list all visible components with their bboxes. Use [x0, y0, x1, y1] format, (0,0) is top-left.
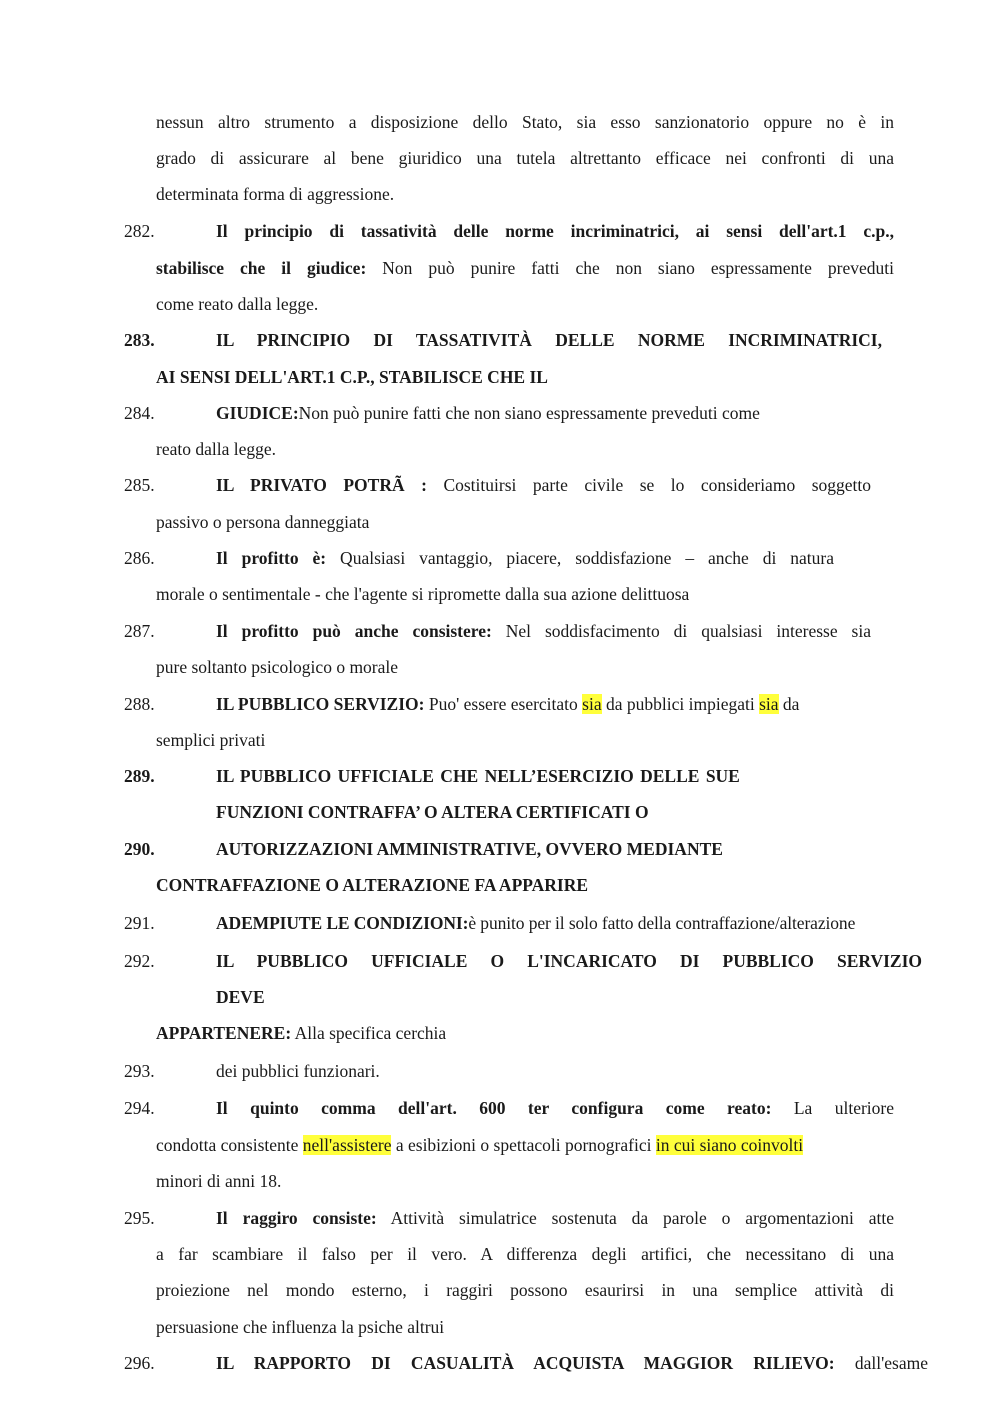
- text: determinata forma di aggressione.: [156, 184, 395, 204]
- bold-text: GIUDICE:: [216, 403, 299, 423]
- text-line: [156, 1021, 894, 1045]
- text-line: [156, 582, 894, 606]
- text-line: [156, 1133, 894, 1157]
- bold-text: Il principio di tassatività delle norme incriminatrici, ai sensi dell'art.1 c.p.,: [216, 221, 894, 241]
- text: Non può punire fatti che non siano espressamente preveduti: [366, 258, 894, 278]
- text: dei pubblici funzionari.: [216, 1061, 380, 1081]
- text: condotta consistente: [156, 1135, 303, 1155]
- item-heading: [216, 328, 882, 352]
- item-number: 296.: [124, 1353, 155, 1373]
- item-heading: [216, 619, 871, 643]
- bold-text: AUTORIZZAZIONI AMMINISTRATIVE, OVVERO MEDIANTE: [216, 839, 723, 859]
- text: La ulteriore: [771, 1098, 895, 1118]
- text-line: [216, 800, 876, 824]
- text: da pubblici impiegati: [601, 694, 760, 714]
- text-line: [156, 437, 894, 461]
- bold-text: ADEMPIUTE LE CONDIZIONI:: [216, 913, 469, 933]
- highlighted-text: nell'assistere: [302, 1135, 392, 1155]
- item-number: 290.: [124, 839, 155, 859]
- text: Non può punire fatti che non siano espressamente preveduti come: [298, 403, 760, 423]
- item-number: 283.: [124, 330, 155, 350]
- bold-text: IL PUBBLICO SERVIZIO:: [216, 694, 425, 714]
- item-number: 293.: [124, 1061, 155, 1081]
- item-heading: [216, 692, 876, 716]
- text: semplici privati: [156, 730, 266, 750]
- text: dall'esame: [834, 1353, 928, 1373]
- text: grado di assicurare al bene giuridico una tutela altrettanto efficace nei confronti di una: [156, 148, 894, 168]
- text-line: [156, 292, 894, 316]
- bold-text: Il raggiro consiste:: [216, 1208, 377, 1228]
- item-heading: [216, 764, 876, 788]
- text: è punito per il solo fatto della contraffazione/alterazione: [468, 913, 856, 933]
- text-line: [156, 1315, 894, 1339]
- item-heading: [216, 473, 871, 497]
- text: minori di anni 18.: [156, 1171, 282, 1191]
- text-line: [156, 1169, 894, 1193]
- text-line: [216, 985, 876, 1009]
- highlighted-text: sia: [759, 694, 779, 714]
- item-number: 289.: [124, 766, 155, 786]
- text: Attività simulatrice sostenuta da parole o argomentazioni atte: [376, 1208, 894, 1228]
- item-heading: [216, 1096, 894, 1120]
- bold-text: Il profitto può anche consistere:: [216, 621, 492, 641]
- text: da: [778, 694, 800, 714]
- item-heading: [216, 1206, 894, 1230]
- bold-text: Il profitto è:: [216, 548, 327, 568]
- bold-text: IL PUBBLICO UFFICIALE O L'INCARICATO DI PUBBLICO SERVIZIO: [216, 951, 922, 971]
- item-number: 291.: [124, 913, 155, 933]
- text: proiezione nel mondo esterno, i raggiri possono esaurirsi in una semplice attività di: [156, 1280, 894, 1300]
- text: Puo' essere esercitato: [424, 694, 583, 714]
- text-line: [156, 728, 894, 752]
- item-heading: [216, 1059, 876, 1083]
- text: come reato dalla legge.: [156, 294, 319, 314]
- text: Qualsiasi vantaggio, piacere, soddisfazione – anche di natura: [326, 548, 835, 568]
- text-line: [156, 510, 894, 534]
- text: Alla specifica cerchia: [291, 1023, 447, 1043]
- bold-text: IL RAPPORTO DI CASUALITÀ ACQUISTA MAGGIOR RILIEVO:: [216, 1353, 835, 1373]
- text: morale o sentimentale - che l'agente si ripromette dalla sua azione delittuosa: [156, 584, 690, 604]
- highlighted-text: in cui siano coinvolti: [655, 1135, 804, 1155]
- item-number: 292.: [124, 951, 155, 971]
- bold-text: FUNZIONI CONTRAFFA’ O ALTERA CERTIFICATI O: [216, 802, 649, 822]
- bold-text: DEVE: [216, 987, 265, 1007]
- text: nessun altro strumento a disposizione dello Stato, sia esso sanzionatorio oppure no è in: [156, 112, 894, 132]
- text-line: [156, 110, 894, 134]
- item-number: 285.: [124, 475, 155, 495]
- item-heading: [216, 837, 876, 861]
- item-number: 284.: [124, 403, 155, 423]
- bold-text: Il quinto comma dell'art. 600 ter configura come reato:: [216, 1098, 772, 1118]
- bold-text: IL PUBBLICO UFFICIALE CHE NELL’ESERCIZIO DELLE SUE: [216, 766, 740, 786]
- text: Nel soddisfacimento di qualsiasi interesse sia: [491, 621, 871, 641]
- text: Costituirsi parte civile se lo consideriamo soggetto: [426, 475, 871, 495]
- bold-text: AI SENSI DELL'ART.1 C.P., STABILISCE CHE IL: [156, 367, 548, 387]
- text-line: [156, 873, 894, 897]
- item-number: 282.: [124, 221, 155, 241]
- text-line: [156, 1242, 894, 1266]
- text: a esibizioni o spettacoli pornografici: [391, 1135, 656, 1155]
- item-heading: [216, 401, 876, 425]
- item-number: 288.: [124, 694, 155, 714]
- bold-text: APPARTENERE:: [156, 1023, 292, 1043]
- text: a far scambiare il falso per il vero. A differenza degli artifici, che necessitano di una: [156, 1244, 894, 1264]
- text: pure soltanto psicologico o morale: [156, 657, 399, 677]
- bold-text: stabilisce che il giudice:: [156, 258, 367, 278]
- item-heading: [216, 949, 922, 973]
- highlighted-text: sia: [582, 694, 602, 714]
- item-heading: [216, 546, 834, 570]
- bold-text: IL PRINCIPIO DI TASSATIVITÀ DELLE NORME INCRIMINATRICI,: [216, 330, 882, 350]
- text-line: [156, 1278, 894, 1302]
- text: passivo o persona danneggiata: [156, 512, 370, 532]
- text-line: [156, 256, 894, 280]
- text-line: [156, 655, 894, 679]
- bold-text: CONTRAFFAZIONE O ALTERAZIONE FA APPARIRE: [156, 875, 589, 895]
- item-heading: [216, 1351, 928, 1375]
- text: reato dalla legge.: [156, 439, 277, 459]
- item-number: 294.: [124, 1098, 155, 1118]
- text: persuasione che influenza la psiche altrui: [156, 1317, 445, 1337]
- text-line: [156, 182, 894, 206]
- item-heading: [216, 219, 894, 243]
- item-number: 286.: [124, 548, 155, 568]
- item-number: 287.: [124, 621, 155, 641]
- item-number: 295.: [124, 1208, 155, 1228]
- item-heading: [216, 911, 940, 935]
- bold-text: IL PRIVATO POTRÃ :: [216, 475, 427, 495]
- text-line: [156, 365, 894, 389]
- text-line: [156, 146, 894, 170]
